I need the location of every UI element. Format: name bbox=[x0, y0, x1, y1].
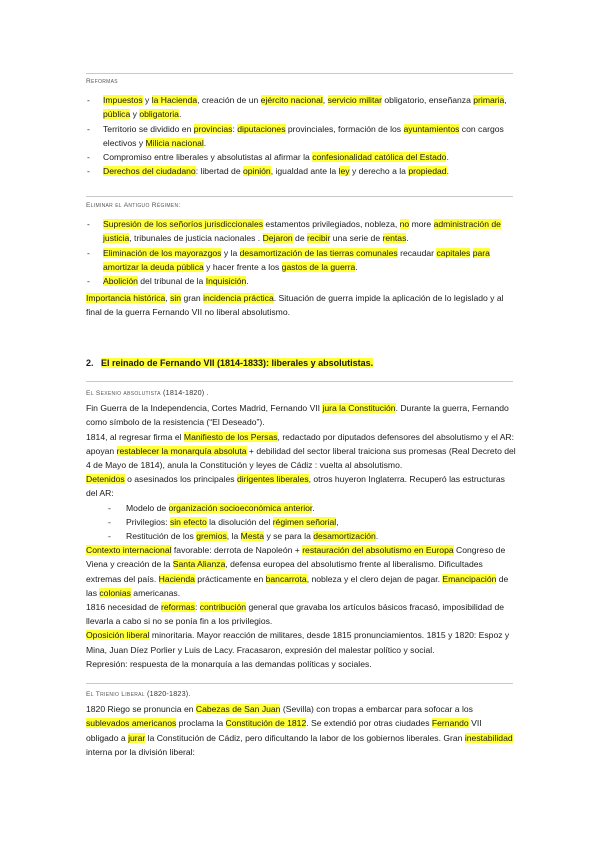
text-run: : bbox=[194, 602, 200, 613]
paragraph bbox=[86, 702, 516, 759]
paragraph bbox=[86, 401, 516, 429]
text-run: Congreso de Viena y creación de la bbox=[86, 545, 506, 570]
section-2-heading bbox=[86, 356, 516, 370]
text-run: : bbox=[232, 123, 238, 134]
highlighted-text: ayuntamientos bbox=[403, 123, 460, 134]
list-item bbox=[86, 246, 516, 274]
highlighted-text: primaria bbox=[473, 95, 505, 106]
highlighted-text: confesionalidad católica del Estado bbox=[312, 152, 447, 163]
section-title: El reinado de Fernando VII (1814-1833): liberales y absolutistas. bbox=[101, 358, 374, 368]
highlighted-text: restablecer la monarquía absoluta bbox=[116, 445, 247, 456]
highlighted-text: gastos de la guerra bbox=[281, 261, 356, 272]
text-run: , creación de un bbox=[197, 95, 261, 106]
text-run: , bbox=[165, 293, 171, 304]
text-run: y la bbox=[221, 247, 240, 258]
list-item bbox=[108, 515, 516, 529]
highlighted-text: régimen señorial bbox=[272, 516, 337, 527]
text-run: la Constitución de Cádiz, pero dificultando la labor de los gobiernos liberales. Gran bbox=[145, 732, 465, 743]
highlighted-text: provincias bbox=[193, 123, 233, 134]
highlighted-text: opinión bbox=[242, 166, 271, 177]
text-run: , bbox=[322, 95, 328, 106]
text-run: . bbox=[446, 166, 449, 177]
highlighted-text: pública bbox=[103, 109, 131, 120]
highlighted-text: desamortización bbox=[313, 531, 376, 542]
text-run: y bbox=[142, 95, 152, 106]
highlighted-text: obligatoria bbox=[139, 109, 179, 120]
text-run: : libertad de bbox=[195, 166, 243, 177]
highlighted-text: Constitución de 1812 bbox=[225, 718, 307, 729]
highlighted-text: Santa Alianza bbox=[172, 559, 226, 570]
highlighted-text: Dejaron bbox=[262, 233, 293, 244]
highlighted-text: Detenidos bbox=[86, 474, 125, 485]
highlighted-text: administración de justicia bbox=[103, 219, 501, 244]
highlighted-text: capitales bbox=[436, 247, 471, 258]
eliminar-section bbox=[86, 199, 516, 320]
text-run: , otros huyeron Inglaterra. Recuperó las estructuras del AR: bbox=[86, 474, 505, 499]
highlighted-text: Inquisición bbox=[205, 276, 247, 287]
text-run: provinciales, formación de los bbox=[285, 123, 404, 134]
eliminar-closing-paragraph bbox=[86, 291, 516, 319]
text-run: gran bbox=[181, 293, 204, 304]
text-run: o asesinados los principales bbox=[124, 474, 237, 485]
highlighted-text: Mesta bbox=[240, 531, 265, 542]
text-run: (Sevilla) con tropas a embarcar para sofocar a los bbox=[280, 704, 473, 715]
text-run: estamentos privilegiados, nobleza, bbox=[263, 219, 400, 230]
eliminar-heading: Eliminar el Antiguo Régimen: bbox=[86, 202, 181, 209]
list-item bbox=[86, 122, 516, 150]
highlighted-text: la Hacienda bbox=[151, 95, 198, 106]
text-run: , igualdad ante la bbox=[270, 166, 339, 177]
highlighted-text: contribución bbox=[199, 602, 247, 613]
highlighted-text: propiedad bbox=[408, 166, 447, 177]
paragraph bbox=[86, 430, 516, 473]
highlighted-text: Eliminación de los mayorazgos bbox=[103, 247, 222, 258]
highlighted-text: jurar bbox=[128, 732, 146, 743]
trienio-section bbox=[86, 687, 516, 759]
section-divider bbox=[86, 73, 513, 74]
text-run: . bbox=[178, 109, 182, 120]
text-run: con cargos electivos y bbox=[103, 123, 504, 148]
highlighted-text: inestabilidad bbox=[464, 732, 513, 743]
highlighted-text: sin efecto bbox=[169, 516, 207, 527]
list-item bbox=[86, 150, 516, 164]
highlighted-text: dirigentes liberales bbox=[236, 474, 309, 485]
text-run: , nobleza y el clero dejan de pagar. bbox=[306, 573, 443, 584]
text-run: prácticamente en bbox=[194, 573, 266, 584]
highlighted-text: bancarrota bbox=[265, 573, 307, 584]
highlighted-text: reformas bbox=[161, 602, 195, 613]
paragraph bbox=[86, 600, 516, 628]
text-run: . bbox=[246, 276, 249, 287]
text-run: , la bbox=[226, 531, 241, 542]
text-run: Privilegios: bbox=[126, 516, 170, 527]
text-run: Territorio se dividido en bbox=[103, 123, 194, 134]
highlighted-text: jura la Constitución bbox=[322, 403, 396, 414]
section-number: 2. bbox=[86, 358, 94, 368]
highlighted-text: Cabezas de San Juan bbox=[195, 704, 281, 715]
text-run: recaudar bbox=[397, 247, 437, 258]
reformas-heading: Reformas bbox=[86, 78, 118, 85]
paragraph bbox=[86, 472, 516, 500]
text-run: 1814, al regresar firma el bbox=[86, 431, 184, 442]
text-run: , bbox=[336, 516, 339, 527]
text-run: . bbox=[355, 261, 358, 272]
sexenio-section bbox=[86, 386, 516, 671]
highlighted-text: gremios bbox=[196, 531, 227, 542]
list-item bbox=[86, 164, 516, 178]
sexenio-heading-label: El Sexenio absolutista bbox=[86, 390, 161, 397]
text-run: de las bbox=[86, 573, 509, 598]
highlighted-text: para amortizar la deuda pública bbox=[103, 247, 490, 272]
text-run: 1820 Riego se pronuncia en bbox=[86, 704, 196, 715]
text-run: minoritaria. Mayor reacción de militares, desde 1815 pronunciamientos. 1815 y 1820: Espoz y Mina, Juan Díez Porlier y Luis de Lacy. Fracasaron, expresión del malestar político y social. bbox=[86, 630, 510, 655]
text-run: . bbox=[375, 531, 379, 542]
text-run: VII obligado a bbox=[86, 718, 482, 743]
text-run: . bbox=[446, 152, 449, 163]
highlighted-text: sin bbox=[170, 293, 182, 304]
text-run: . Situación de guerra impide la aplicación de lo legislado y al final de la guerra Fernando VII no liberal absolutismo. bbox=[86, 293, 504, 318]
highlighted-text: colonias bbox=[99, 587, 131, 598]
text-run: . Durante la guerra, Fernando como símbolo de la resistencia (“El Deseado”). bbox=[86, 403, 509, 428]
text-run: . bbox=[406, 233, 409, 244]
highlighted-text: desamortización de las tierras comunales bbox=[239, 247, 398, 258]
highlighted-text: Supresión de los señoríos jurisdiccionales bbox=[103, 219, 264, 230]
text-run: y derecho a la bbox=[349, 166, 409, 177]
reformas-list bbox=[86, 93, 516, 178]
text-run: general que gravaba los artículos básicos fracasó, imposibilidad de llevarla a cabo si no se ponía fin a los privilegios. bbox=[86, 602, 505, 627]
paragraph bbox=[86, 628, 516, 656]
highlighted-text: Hacienda bbox=[158, 573, 195, 584]
text-run: y hacer frente a los bbox=[203, 261, 282, 272]
text-run: 1816 necesidad de bbox=[86, 602, 162, 613]
text-run: , bbox=[504, 95, 507, 106]
trienio-heading-label: El Trienio Liberal bbox=[86, 691, 145, 698]
highlighted-text: diputaciones bbox=[237, 123, 286, 134]
highlighted-text: Abolición bbox=[103, 276, 138, 287]
text-run: Represión: respuesta de la monarquía a las demandas políticas y sociales. bbox=[86, 658, 372, 669]
list-item bbox=[108, 501, 516, 515]
section-divider bbox=[86, 196, 513, 197]
text-run: favorable: derrota de Napoleón + bbox=[171, 545, 303, 556]
section-divider bbox=[86, 683, 513, 684]
sexenio-heading bbox=[86, 386, 516, 401]
text-run: la disolución del bbox=[206, 516, 273, 527]
text-run: una serie de bbox=[330, 233, 383, 244]
highlighted-text: rentas bbox=[382, 233, 407, 244]
text-run: Modelo de bbox=[126, 502, 169, 513]
text-run: americanas. bbox=[130, 587, 181, 598]
list-item bbox=[108, 529, 516, 543]
highlighted-text: Impuestos bbox=[103, 95, 143, 106]
reformas-section bbox=[86, 75, 516, 178]
highlighted-text: no bbox=[399, 219, 410, 230]
text-run: Restitución de los bbox=[126, 531, 197, 542]
highlighted-text: Milicia nacional bbox=[145, 137, 204, 148]
highlighted-text: Oposición liberal bbox=[86, 630, 150, 641]
text-run: del tribunal de la bbox=[137, 276, 206, 287]
text-run: de bbox=[292, 233, 308, 244]
highlighted-text: restauración del absolutismo en Europa bbox=[302, 545, 454, 556]
highlighted-text: Derechos del ciudadano bbox=[103, 166, 196, 177]
highlighted-text: servicio militar bbox=[327, 95, 382, 106]
eliminar-list bbox=[86, 217, 516, 288]
text-run: , defensa europea del absolutismo frente al liberalismo. Dificultades extremas del país. bbox=[86, 559, 483, 584]
highlighted-text: incidencia práctica bbox=[203, 293, 274, 304]
trienio-heading-dates: (1820-1823). bbox=[144, 689, 191, 698]
text-run: , redactado por diputados defensores del absolutismo y el AR: apoyan bbox=[86, 431, 515, 456]
list-item bbox=[86, 93, 516, 121]
sexenio-heading-dates: (1814-1820) . bbox=[160, 388, 209, 397]
text-run: Compromiso entre liberales y absolutistas al afirmar la bbox=[103, 152, 313, 163]
text-run: more bbox=[409, 219, 434, 230]
highlighted-text: sublevados americanos bbox=[86, 718, 177, 729]
highlighted-text: organización socioeconómica anterior bbox=[168, 502, 313, 513]
list-item bbox=[86, 217, 516, 245]
list-item bbox=[86, 274, 516, 288]
highlighted-text: Importancia histórica bbox=[86, 293, 166, 304]
highlighted-text: Emancipación bbox=[442, 573, 497, 584]
text-run: + debilidad del sector liberal traiciona sus promesas (Real Decreto del 4 de Mayo de 1814), anula la Constitución y leyes de Cádiz : vuelta al absolutismo. bbox=[86, 445, 516, 471]
text-run: Fin Guerra de la Independencia, Cortes Madrid, Fernando VII bbox=[86, 403, 323, 414]
text-run: obligatorio, enseñanza bbox=[382, 95, 474, 106]
text-run: . bbox=[312, 502, 315, 513]
highlighted-text: ley bbox=[338, 166, 350, 177]
paragraph bbox=[86, 657, 516, 671]
text-run: . bbox=[203, 137, 207, 148]
paragraph bbox=[86, 543, 516, 600]
text-run: y se para la bbox=[264, 531, 314, 542]
text-run: proclama la bbox=[176, 718, 226, 729]
highlighted-text: Contexto internacional bbox=[86, 545, 172, 556]
sexenio-sublist bbox=[86, 501, 516, 544]
text-run: y bbox=[130, 109, 140, 120]
text-run: interna por la división liberal: bbox=[86, 746, 195, 757]
section-divider bbox=[86, 381, 513, 382]
trienio-heading bbox=[86, 687, 516, 702]
highlighted-text: recibir bbox=[307, 233, 331, 244]
highlighted-text: ejército nacional bbox=[260, 95, 323, 106]
highlighted-text: Fernando bbox=[431, 718, 469, 729]
text-run: . Se extendió por otras ciudades bbox=[306, 718, 432, 729]
text-run: , tribunales de justicia nacionales . bbox=[129, 233, 263, 244]
highlighted-text: Manifiesto de los Persas bbox=[183, 431, 278, 442]
